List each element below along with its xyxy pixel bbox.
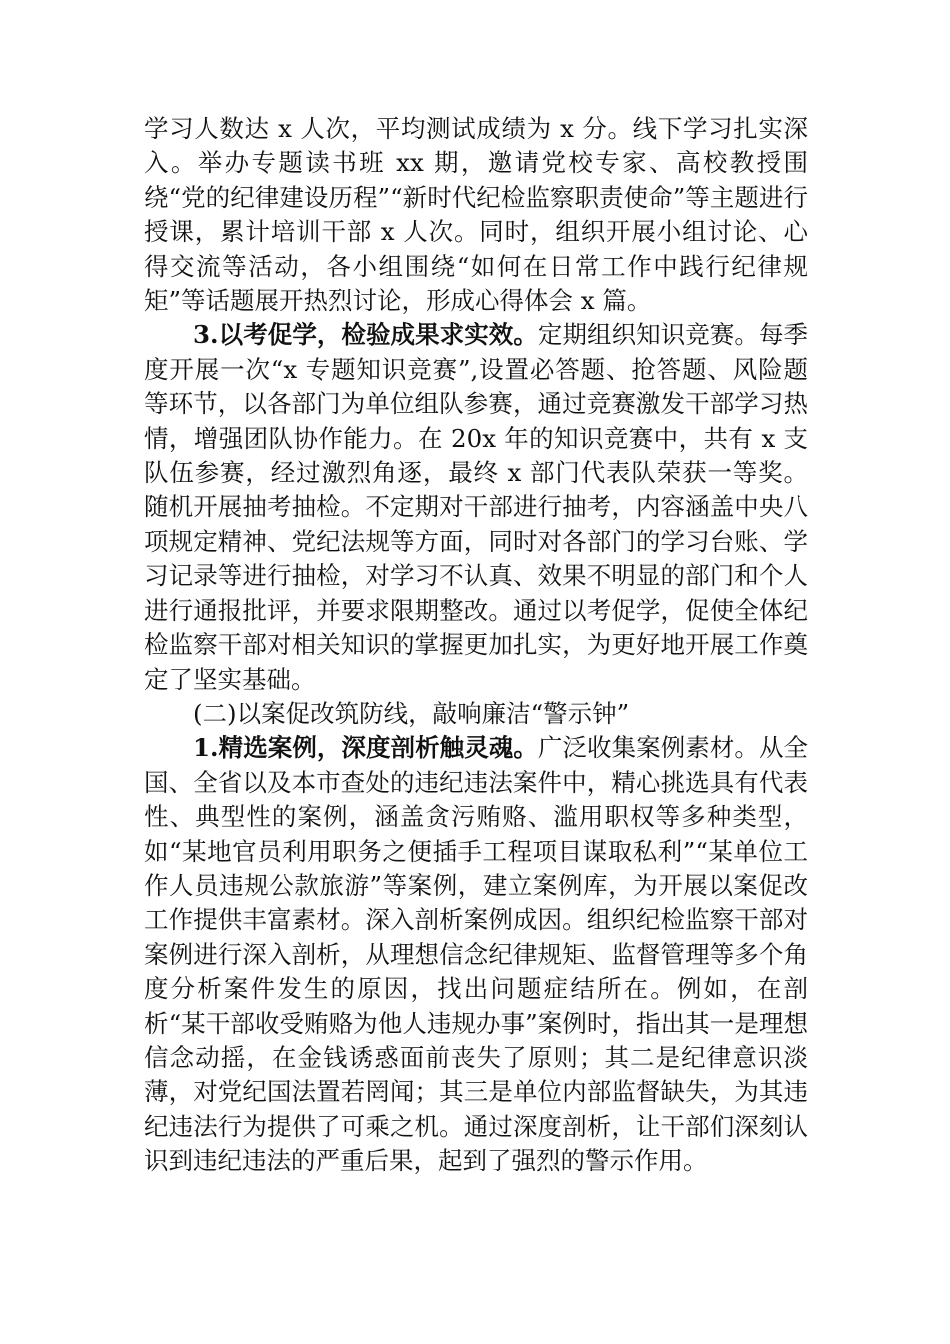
- section-heading: [144, 697, 808, 731]
- paragraph-text: 定期组织知识竞赛。每季度开展一次“x 专题知识竞赛”,设置必答题、抢答题、风险题等环节，以各部门为单位组队参赛，通过竞赛激发干部学习热情，增强团队协作能力。在 20x 年的知识竞赛中，共有 x 支队伍参赛，经过激烈角逐，最终 x 部门代表队荣获一等奖。随机开展抽考抽检。不定期对干部进行抽考，内容涵盖中央八项规定精神、党纪法规等方面，同时对各部门的学习台账、学习记录等进行抽检，对学习不认真、效果不明显的部门和个人进行通报批评，并要求限期整改。通过以考促学，促使全体纪检监察干部对相关知识的掌握更加扎实，为更好地开展工作奠定了坚实基础。: [144, 320, 808, 694]
- paragraph-continuation: [144, 112, 808, 318]
- paragraph-text: 学习人数达 x 人次，平均测试成绩为 x 分。线下学习扎实深入。举办专题读书班 xx 期，邀请党校专家、高校教授围绕“党的纪律建设历程”“新时代纪检监察职责使命”等主题进行授课，累计培训干部 x 人次。同时，组织开展小组讨论、心得交流等活动，各小组围绕“如何在日常工作中践行纪律规矩”等话题展开热烈讨论，形成心得体会 x 篇。: [144, 114, 808, 316]
- paragraph-heading: 3.以考促学，检验成果求实效。: [193, 320, 538, 350]
- section-heading-text: (二)以案促改筑防线，敲响廉洁“警示钟”: [193, 698, 630, 728]
- document-body: [144, 112, 808, 1179]
- paragraph-heading: 1.精选案例，深度剖析触灵魂。: [193, 733, 538, 763]
- paragraph-text: 广泛收集案例素材。从全国、全省以及本市查处的违纪违法案件中，精心挑选具有代表性、典型性的案例，涵盖贪污贿赂、滥用职权等多种类型，如“某地官员利用职务之便插手工程项目谋取私利”“某单位工作人员违规公款旅游”等案例，建立案例库，为开展以案促改工作提供丰富素材。深入剖析案例成因。组织纪检监察干部对案例进行深入剖析，从理想信念纪律规矩、监督管理等多个角度分析案件发生的原因，找出问题症结所在。例如，在剖析“某干部收受贿赂为他人违规办事”案例时，指出其一是理想信念动摇，在金钱诱惑面前丧失了原则；其二是纪律意识淡薄，对党纪国法置若罔闻；其三是单位内部监督缺失，为其违纪违法行为提供了可乘之机。通过深度剖析，让干部们深刻认识到违纪违法的严重后果，起到了强烈的警示作用。: [144, 733, 808, 1176]
- paragraph-case-analysis: [144, 731, 808, 1178]
- paragraph-exam-promote-learning: [144, 318, 808, 696]
